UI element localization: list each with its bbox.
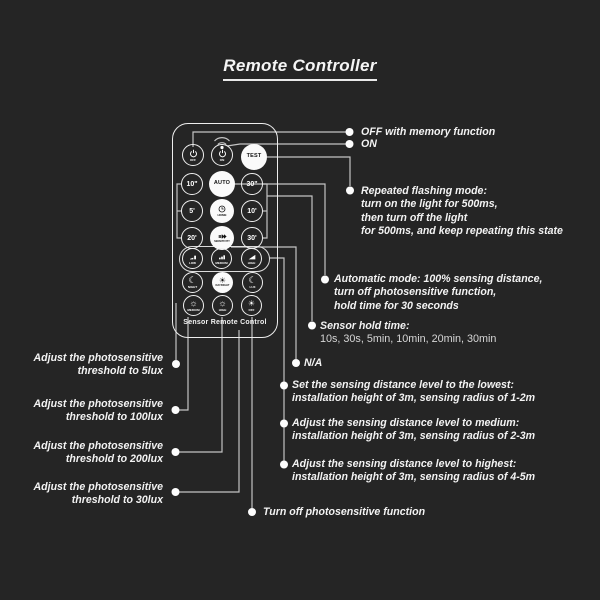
signal-low-icon bbox=[188, 253, 198, 261]
night-lux-button[interactable] bbox=[182, 272, 203, 293]
night-lux-label: NIGHT bbox=[187, 285, 198, 289]
test-button-label: TEST bbox=[246, 153, 262, 160]
annotation-automatic: Automatic mode: 100% sensing distance, turn off photosensitive function, hold time for 30 seconds bbox=[334, 273, 543, 312]
time-10m-label: 10' bbox=[247, 207, 257, 215]
moon-icon: ☾ bbox=[188, 275, 197, 285]
sensitivity-button-label: SENSITIVITY bbox=[214, 240, 230, 244]
home-button[interactable] bbox=[210, 199, 234, 223]
time-30s-label: 30" bbox=[246, 180, 258, 188]
time-10s-label: 10" bbox=[186, 180, 198, 188]
power-icon bbox=[218, 149, 227, 158]
off-button-label: OFF bbox=[190, 157, 196, 162]
time-20m-button[interactable] bbox=[181, 227, 203, 249]
time-5m-button[interactable] bbox=[181, 200, 203, 222]
annotation-lux5: Adjust the photosensitive threshold to 5lux bbox=[33, 352, 163, 378]
high-button-label: HIGH bbox=[247, 260, 256, 265]
annotation-off: OFF with memory function bbox=[361, 126, 496, 138]
signal-medium-icon bbox=[217, 253, 227, 261]
medium-button-label: MEDIUM bbox=[215, 260, 228, 265]
signal-high-icon bbox=[247, 253, 257, 261]
time-5m-label: 5' bbox=[189, 207, 195, 215]
time-10s-button[interactable] bbox=[181, 173, 203, 195]
remote-brand-label: Sensor Remote Control bbox=[183, 319, 267, 326]
time-30s-button[interactable] bbox=[241, 173, 263, 195]
time-10m-button[interactable] bbox=[241, 200, 263, 222]
on-button-label: ON bbox=[219, 157, 225, 162]
sun-icon: ☀ bbox=[218, 275, 227, 285]
sun-moon-icon: ☼ bbox=[218, 298, 227, 308]
auto-button-label: AUTO bbox=[213, 180, 231, 187]
auto-button[interactable] bbox=[209, 171, 235, 197]
annotation-distance-highest: Adjust the sensing distance level to highest: installation height of 3m, sensing radius of 4-5m bbox=[292, 458, 536, 484]
lux-medium-button[interactable] bbox=[183, 295, 204, 316]
annotation-distance-medium: Adjust the sensing distance level to medium: installation height of 3m, sensing radius of 2-3m bbox=[292, 417, 536, 443]
time-30m-button[interactable] bbox=[241, 227, 263, 249]
daynight-button[interactable] bbox=[212, 272, 233, 293]
annotation-lux100: Adjust the photosensitive threshold to 100lux bbox=[33, 398, 163, 424]
annotation-na: N/A bbox=[304, 357, 323, 369]
moon-icon: ☾ bbox=[248, 275, 257, 285]
clock-icon bbox=[218, 205, 226, 213]
low-button-label: LOW bbox=[189, 260, 196, 265]
lux-medium-label: MEDIUM bbox=[187, 308, 200, 312]
time-30m-label: 30' bbox=[247, 234, 257, 242]
annotation-flashing: Repeated flashing mode: turn on the light for 500ms, then turn off the light for 500ms, and keep repeating this state bbox=[361, 185, 563, 237]
medium-button[interactable] bbox=[211, 248, 232, 269]
high-button[interactable] bbox=[241, 248, 262, 269]
low-button[interactable] bbox=[182, 248, 203, 269]
time-20m-label: 20' bbox=[187, 234, 197, 242]
lux-button[interactable] bbox=[242, 272, 263, 293]
photocell-off-button[interactable] bbox=[241, 295, 262, 316]
photocell-off-label: OFF bbox=[248, 307, 255, 312]
lux-button-label: LUX bbox=[249, 285, 256, 289]
test-button[interactable] bbox=[241, 144, 267, 170]
sun-icon: ☀ bbox=[247, 298, 256, 308]
annotation-photocell-off: Turn off photosensitive function bbox=[263, 506, 426, 518]
annotation-lux200: Adjust the photosensitive threshold to 200lux bbox=[33, 440, 163, 466]
annotation-hold-time: Sensor hold time: 10s, 30s, 5min, 10min, 20min, 30min bbox=[320, 320, 497, 346]
annotation-distance-lowest: Set the sensing distance level to the lowest: installation height of 3m, sensing radius of 1-2m bbox=[292, 379, 536, 405]
power-icon bbox=[189, 149, 198, 158]
annotation-on: ON bbox=[361, 138, 377, 150]
daynight-label: DAY/NIGHT bbox=[215, 284, 230, 288]
off-button[interactable] bbox=[182, 144, 204, 166]
on-button[interactable] bbox=[211, 144, 233, 166]
home-button-label: HOME bbox=[217, 213, 227, 217]
sun-moon-icon: ☼ bbox=[189, 298, 198, 308]
lux-high-label: HIGH bbox=[218, 308, 227, 312]
lux-high-button[interactable] bbox=[212, 295, 233, 316]
annotation-lux30: Adjust the photosensitive threshold to 30lux bbox=[33, 481, 163, 507]
sensitivity-button[interactable] bbox=[210, 226, 234, 250]
page-title-text: Remote Controller bbox=[223, 56, 376, 81]
